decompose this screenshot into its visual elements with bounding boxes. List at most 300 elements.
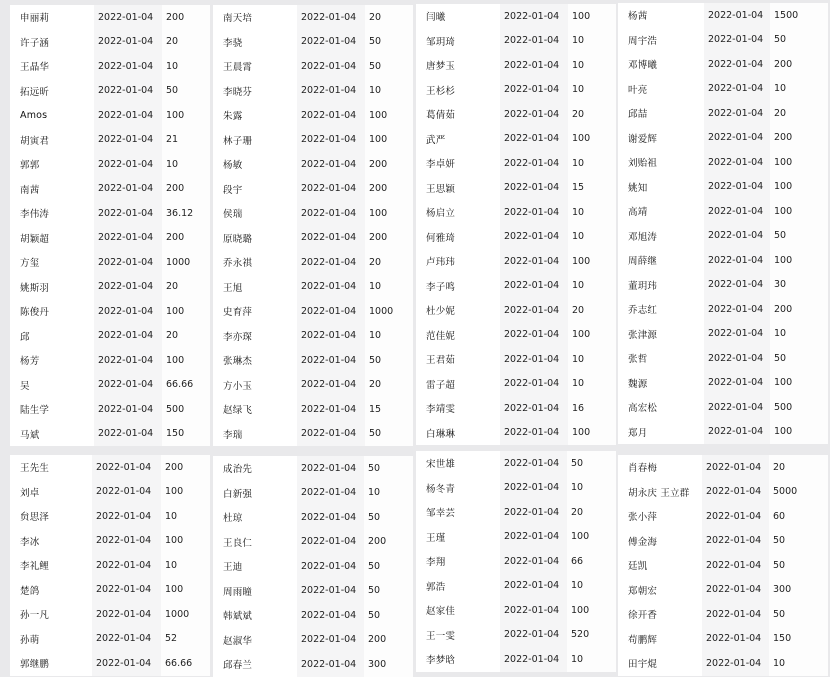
donation-date: 2022-01-04 xyxy=(94,397,166,422)
donation-date: 2022-01-04 xyxy=(500,249,572,274)
table-row xyxy=(10,602,210,627)
table-row xyxy=(10,578,210,603)
donation-amount: 50 xyxy=(162,79,210,104)
table-row xyxy=(416,525,616,550)
table-row xyxy=(416,29,616,54)
donation-amount: 5000 xyxy=(769,480,828,505)
donation-date: 2022-01-04 xyxy=(702,480,773,505)
donation-date: 2022-01-04 xyxy=(297,456,368,481)
donor-name: 肖春梅 xyxy=(618,455,706,480)
donation-amount: 50 xyxy=(770,28,828,53)
table-row xyxy=(618,371,828,396)
donation-amount: 16 xyxy=(568,396,616,421)
donation-table xyxy=(10,5,210,446)
donation-table xyxy=(416,451,616,672)
donation-date: 2022-01-04 xyxy=(92,578,165,603)
donor-name: 闫曦 xyxy=(416,4,504,29)
donor-name: 侯瑞 xyxy=(213,201,301,226)
donation-amount: 20 xyxy=(162,30,210,55)
table-row xyxy=(618,126,828,151)
donation-date: 2022-01-04 xyxy=(297,299,369,324)
donation-date: 2022-01-04 xyxy=(94,177,166,202)
donation-date: 2022-01-04 xyxy=(500,476,571,501)
donor-name: 白新强 xyxy=(213,481,301,506)
donation-amount: 500 xyxy=(770,395,828,420)
donation-amount: 100 xyxy=(568,323,616,348)
table-row xyxy=(213,397,413,422)
table-row xyxy=(416,347,616,372)
donation-amount: 520 xyxy=(567,623,616,648)
donation-amount: 200 xyxy=(162,177,210,202)
donation-amount: 150 xyxy=(769,627,828,652)
donation-amount: 60 xyxy=(769,504,828,529)
donor-name: 赵家佳 xyxy=(416,598,504,623)
donation-amount: 100 xyxy=(365,201,413,226)
donor-name: 李梦晗 xyxy=(416,647,504,672)
donation-date: 2022-01-04 xyxy=(94,226,166,251)
table-row xyxy=(416,78,616,103)
donation-amount: 100 xyxy=(161,480,210,505)
donation-date: 2022-01-04 xyxy=(702,529,773,554)
donation-date: 2022-01-04 xyxy=(92,529,165,554)
donation-table xyxy=(416,4,616,445)
donation-date: 2022-01-04 xyxy=(297,5,369,30)
donation-amount: 10 xyxy=(567,574,616,599)
donation-date: 2022-01-04 xyxy=(297,373,369,398)
donor-name: 苟鹏辉 xyxy=(618,627,706,652)
donation-date: 2022-01-04 xyxy=(297,250,369,275)
donation-amount: 20 xyxy=(162,275,210,300)
table-row xyxy=(416,647,616,672)
table-row xyxy=(416,476,616,501)
donation-date: 2022-01-04 xyxy=(500,53,572,78)
donation-date: 2022-01-04 xyxy=(704,346,774,371)
donor-name: 郭继鹏 xyxy=(10,651,96,676)
donation-date: 2022-01-04 xyxy=(500,298,572,323)
donor-name: 邱 xyxy=(10,324,98,349)
table-row xyxy=(416,225,616,250)
table-row xyxy=(416,298,616,323)
donation-date: 2022-01-04 xyxy=(94,373,166,398)
table-row xyxy=(213,128,413,153)
donation-date: 2022-01-04 xyxy=(92,553,165,578)
donor-name: 赵淑华 xyxy=(213,628,301,653)
donation-amount: 50 xyxy=(365,54,413,79)
donation-amount: 15 xyxy=(365,397,413,422)
donation-date: 2022-01-04 xyxy=(500,574,571,599)
donor-name: 李瑞 xyxy=(213,422,301,447)
donation-date: 2022-01-04 xyxy=(92,602,165,627)
donation-date: 2022-01-04 xyxy=(94,324,166,349)
donation-date: 2022-01-04 xyxy=(704,77,774,102)
donation-date: 2022-01-04 xyxy=(500,127,572,152)
donation-amount: 66 xyxy=(567,549,616,574)
donation-amount: 200 xyxy=(364,530,413,555)
donor-name: 王晨霄 xyxy=(213,54,301,79)
donor-name: 楚鸽 xyxy=(10,578,96,603)
donation-date: 2022-01-04 xyxy=(500,451,571,476)
donation-amount: 1000 xyxy=(365,299,413,324)
donor-name: Amos xyxy=(10,103,98,128)
donation-amount: 100 xyxy=(161,529,210,554)
donation-amount: 100 xyxy=(161,578,210,603)
donation-amount: 10 xyxy=(568,274,616,299)
table-row xyxy=(416,623,616,648)
donation-date: 2022-01-04 xyxy=(297,103,369,128)
donation-date: 2022-01-04 xyxy=(500,200,572,225)
table-row xyxy=(416,500,616,525)
donation-date: 2022-01-04 xyxy=(94,250,166,275)
table-row xyxy=(10,250,210,275)
donor-name: 邱喆 xyxy=(618,101,708,126)
donation-amount: 100 xyxy=(568,4,616,29)
table-row xyxy=(10,422,210,447)
donation-date: 2022-01-04 xyxy=(704,3,774,28)
donation-amount: 200 xyxy=(365,226,413,251)
donation-amount: 200 xyxy=(162,5,210,30)
donor-name: 杨启立 xyxy=(416,200,504,225)
donation-date: 2022-01-04 xyxy=(704,126,774,151)
donor-name: 邱春兰 xyxy=(213,652,301,677)
donor-name: 孙一凡 xyxy=(10,602,96,627)
donation-date: 2022-01-04 xyxy=(94,103,166,128)
donation-date: 2022-01-04 xyxy=(94,275,166,300)
table-row xyxy=(10,54,210,79)
donor-name: 王旭 xyxy=(213,275,301,300)
table-row xyxy=(213,275,413,300)
donation-date: 2022-01-04 xyxy=(500,500,571,525)
donation-amount: 100 xyxy=(770,371,828,396)
donation-amount: 10 xyxy=(770,322,828,347)
donation-amount: 100 xyxy=(162,299,210,324)
table-row xyxy=(618,420,828,445)
donor-name: 杨冬青 xyxy=(416,476,504,501)
donation-date: 2022-01-04 xyxy=(297,652,368,677)
donation-date: 2022-01-04 xyxy=(297,226,369,251)
donation-amount: 100 xyxy=(770,420,828,445)
donor-name: 方玺 xyxy=(10,250,98,275)
donor-name: 范佳妮 xyxy=(416,323,504,348)
donor-name: 张哲 xyxy=(618,346,708,371)
donation-date: 2022-01-04 xyxy=(500,623,571,648)
donation-amount: 100 xyxy=(770,150,828,175)
table-row xyxy=(213,603,413,628)
donation-date: 2022-01-04 xyxy=(704,248,774,273)
donation-date: 2022-01-04 xyxy=(94,152,166,177)
donation-date: 2022-01-04 xyxy=(94,54,166,79)
donor-name: 乔永祺 xyxy=(213,250,301,275)
table-row xyxy=(213,152,413,177)
table-row xyxy=(618,77,828,102)
donation-date: 2022-01-04 xyxy=(704,371,774,396)
donation-date: 2022-01-04 xyxy=(297,348,369,373)
donor-name: 何雅琦 xyxy=(416,225,504,250)
donor-name: 周雨瞳 xyxy=(213,579,301,604)
donor-name: 周薛继 xyxy=(618,248,708,273)
donor-name: 魏源 xyxy=(618,371,708,396)
donation-date: 2022-01-04 xyxy=(702,553,773,578)
table-row xyxy=(618,627,828,652)
table-row xyxy=(416,127,616,152)
donor-name: 李晓芬 xyxy=(213,79,301,104)
donation-amount: 50 xyxy=(364,505,413,530)
donor-name: 方小玉 xyxy=(213,373,301,398)
donor-name: 郑月 xyxy=(618,420,708,445)
donation-amount: 200 xyxy=(365,152,413,177)
table-row xyxy=(213,79,413,104)
donation-date: 2022-01-04 xyxy=(704,322,774,347)
donor-name: 南茜 xyxy=(10,177,98,202)
donation-date: 2022-01-04 xyxy=(297,603,368,628)
table-row xyxy=(213,652,413,677)
table-row xyxy=(213,348,413,373)
donation-amount: 36.12 xyxy=(162,201,210,226)
table-row xyxy=(618,602,828,627)
donor-name: 贠思泽 xyxy=(10,504,96,529)
donation-amount: 100 xyxy=(770,199,828,224)
donation-table xyxy=(618,455,828,676)
donation-amount: 100 xyxy=(770,175,828,200)
donation-date: 2022-01-04 xyxy=(500,274,572,299)
table-row xyxy=(10,226,210,251)
donation-date: 2022-01-04 xyxy=(704,224,774,249)
table-row xyxy=(213,422,413,447)
table-row xyxy=(213,324,413,349)
table-row xyxy=(416,549,616,574)
table-row xyxy=(213,177,413,202)
donor-name: 李骁 xyxy=(213,30,301,55)
donor-name: 郭郭 xyxy=(10,152,98,177)
donation-amount: 100 xyxy=(365,103,413,128)
donation-date: 2022-01-04 xyxy=(500,176,572,201)
table-row xyxy=(213,505,413,530)
donor-name: 廷凯 xyxy=(618,553,706,578)
table-row xyxy=(416,396,616,421)
donor-name: 卢玮玮 xyxy=(416,249,504,274)
table-row xyxy=(10,201,210,226)
table-row xyxy=(213,373,413,398)
donation-amount: 10 xyxy=(568,78,616,103)
donation-amount: 50 xyxy=(769,529,828,554)
table-row xyxy=(618,322,828,347)
donation-amount: 200 xyxy=(162,226,210,251)
donation-amount: 100 xyxy=(770,248,828,273)
donation-amount: 50 xyxy=(364,456,413,481)
donation-date: 2022-01-04 xyxy=(500,372,572,397)
donation-date: 2022-01-04 xyxy=(92,504,165,529)
donor-name: 李翔 xyxy=(416,549,504,574)
donation-amount: 100 xyxy=(567,525,616,550)
donation-amount: 20 xyxy=(162,324,210,349)
donation-date: 2022-01-04 xyxy=(702,651,773,676)
donation-amount: 52 xyxy=(161,627,210,652)
donor-name: 成治先 xyxy=(213,456,301,481)
donation-date: 2022-01-04 xyxy=(500,396,572,421)
table-row xyxy=(10,79,210,104)
donation-date: 2022-01-04 xyxy=(94,348,166,373)
donor-name: 朱露 xyxy=(213,103,301,128)
donor-name: 叶亮 xyxy=(618,77,708,102)
donation-date: 2022-01-04 xyxy=(94,201,166,226)
donation-amount: 10 xyxy=(365,275,413,300)
donor-name: 王一雯 xyxy=(416,623,504,648)
table-row xyxy=(416,451,616,476)
donation-table xyxy=(618,3,828,444)
donation-date: 2022-01-04 xyxy=(704,199,774,224)
donor-name: 邹幸芸 xyxy=(416,500,504,525)
donor-name: 段宇 xyxy=(213,177,301,202)
donation-date: 2022-01-04 xyxy=(297,481,368,506)
table-row xyxy=(10,128,210,153)
donation-amount: 10 xyxy=(568,53,616,78)
table-row xyxy=(10,5,210,30)
donor-name: 董玥玮 xyxy=(618,273,708,298)
donation-date: 2022-01-04 xyxy=(297,128,369,153)
donation-table xyxy=(10,455,210,676)
donation-date: 2022-01-04 xyxy=(297,324,369,349)
donation-amount: 200 xyxy=(161,455,210,480)
donation-date: 2022-01-04 xyxy=(704,52,774,77)
donation-amount: 500 xyxy=(162,397,210,422)
table-row xyxy=(213,226,413,251)
donation-date: 2022-01-04 xyxy=(94,128,166,153)
table-row xyxy=(618,101,828,126)
donation-date: 2022-01-04 xyxy=(94,299,166,324)
donation-amount: 150 xyxy=(162,422,210,447)
donation-amount: 20 xyxy=(568,298,616,323)
donation-amount: 10 xyxy=(568,29,616,54)
donation-amount: 10 xyxy=(162,152,210,177)
donation-amount: 50 xyxy=(770,346,828,371)
donation-amount: 20 xyxy=(770,101,828,126)
donation-date: 2022-01-04 xyxy=(297,152,369,177)
donation-date: 2022-01-04 xyxy=(704,273,774,298)
donation-amount: 15 xyxy=(568,176,616,201)
donation-amount: 20 xyxy=(365,373,413,398)
donation-date: 2022-01-04 xyxy=(500,598,571,623)
donation-amount: 50 xyxy=(364,603,413,628)
table-row xyxy=(213,250,413,275)
donor-name: 李礼鲤 xyxy=(10,553,96,578)
donor-name: 陆生学 xyxy=(10,397,98,422)
donation-date: 2022-01-04 xyxy=(94,79,166,104)
table-row xyxy=(618,504,828,529)
donation-date: 2022-01-04 xyxy=(704,420,774,445)
table-row xyxy=(10,103,210,128)
donor-name: 刘卓 xyxy=(10,480,96,505)
donation-amount: 10 xyxy=(567,476,616,501)
donor-name: 孙萌 xyxy=(10,627,96,652)
donation-amount: 20 xyxy=(769,455,828,480)
donation-amount: 50 xyxy=(567,451,616,476)
table-row xyxy=(416,200,616,225)
donor-name: 徐开香 xyxy=(618,602,706,627)
donation-amount: 200 xyxy=(770,52,828,77)
donation-amount: 50 xyxy=(769,602,828,627)
donor-name: 王良仁 xyxy=(213,530,301,555)
donation-amount: 100 xyxy=(365,128,413,153)
donor-name: 马斌 xyxy=(10,422,98,447)
donation-date: 2022-01-04 xyxy=(94,5,166,30)
table-row xyxy=(213,481,413,506)
donor-name: 姚知 xyxy=(618,175,708,200)
donor-name: 邹玥琦 xyxy=(416,29,504,54)
donation-amount: 100 xyxy=(568,127,616,152)
table-row xyxy=(10,152,210,177)
donor-name: 高靖 xyxy=(618,199,708,224)
donor-name: 乔志红 xyxy=(618,297,708,322)
donation-date: 2022-01-04 xyxy=(297,54,369,79)
table-row xyxy=(416,249,616,274)
table-row xyxy=(618,480,828,505)
donor-name: 武严 xyxy=(416,127,504,152)
donation-date: 2022-01-04 xyxy=(704,297,774,322)
table-row xyxy=(618,175,828,200)
donor-name: 刘贻祖 xyxy=(618,150,708,175)
donation-amount: 50 xyxy=(770,224,828,249)
donor-name: 张琳杰 xyxy=(213,348,301,373)
donor-name: 陈俊丹 xyxy=(10,299,98,324)
donor-name: 李伟涛 xyxy=(10,201,98,226)
donation-date: 2022-01-04 xyxy=(297,530,368,555)
table-row xyxy=(416,421,616,446)
donor-name: 周宇浩 xyxy=(618,28,708,53)
donation-date: 2022-01-04 xyxy=(500,102,572,127)
donation-amount: 66.66 xyxy=(161,651,210,676)
table-row xyxy=(213,103,413,128)
table-row xyxy=(618,224,828,249)
donation-date: 2022-01-04 xyxy=(500,647,571,672)
donation-amount: 10 xyxy=(161,553,210,578)
table-row xyxy=(213,54,413,79)
donation-amount: 50 xyxy=(365,348,413,373)
donor-name: 拓远昕 xyxy=(10,79,98,104)
donation-date: 2022-01-04 xyxy=(704,101,774,126)
donor-name: 王君茹 xyxy=(416,347,504,372)
table-row xyxy=(416,323,616,348)
table-row xyxy=(618,248,828,273)
donation-date: 2022-01-04 xyxy=(500,421,572,446)
donation-amount: 50 xyxy=(365,30,413,55)
donation-amount: 10 xyxy=(568,151,616,176)
table-row xyxy=(10,480,210,505)
donation-amount: 200 xyxy=(770,297,828,322)
donation-date: 2022-01-04 xyxy=(702,602,773,627)
table-row xyxy=(618,3,828,28)
donor-name: 申丽莉 xyxy=(10,5,98,30)
table-row xyxy=(416,151,616,176)
donation-amount: 10 xyxy=(568,225,616,250)
donation-date: 2022-01-04 xyxy=(297,628,368,653)
donation-date: 2022-01-04 xyxy=(297,30,369,55)
donor-name: 姚斯羽 xyxy=(10,275,98,300)
table-row xyxy=(213,456,413,481)
donation-amount: 20 xyxy=(568,102,616,127)
donor-name: 李冰 xyxy=(10,529,96,554)
donation-amount: 50 xyxy=(365,422,413,447)
donation-date: 2022-01-04 xyxy=(702,504,773,529)
donor-name: 王瑾 xyxy=(416,525,504,550)
donation-amount: 50 xyxy=(364,579,413,604)
donation-amount: 30 xyxy=(770,273,828,298)
donation-date: 2022-01-04 xyxy=(297,422,369,447)
table-row xyxy=(213,299,413,324)
donor-name: 王杉杉 xyxy=(416,78,504,103)
donor-name: 胡颖超 xyxy=(10,226,98,251)
table-row xyxy=(213,554,413,579)
table-row xyxy=(618,199,828,224)
donation-date: 2022-01-04 xyxy=(500,347,572,372)
